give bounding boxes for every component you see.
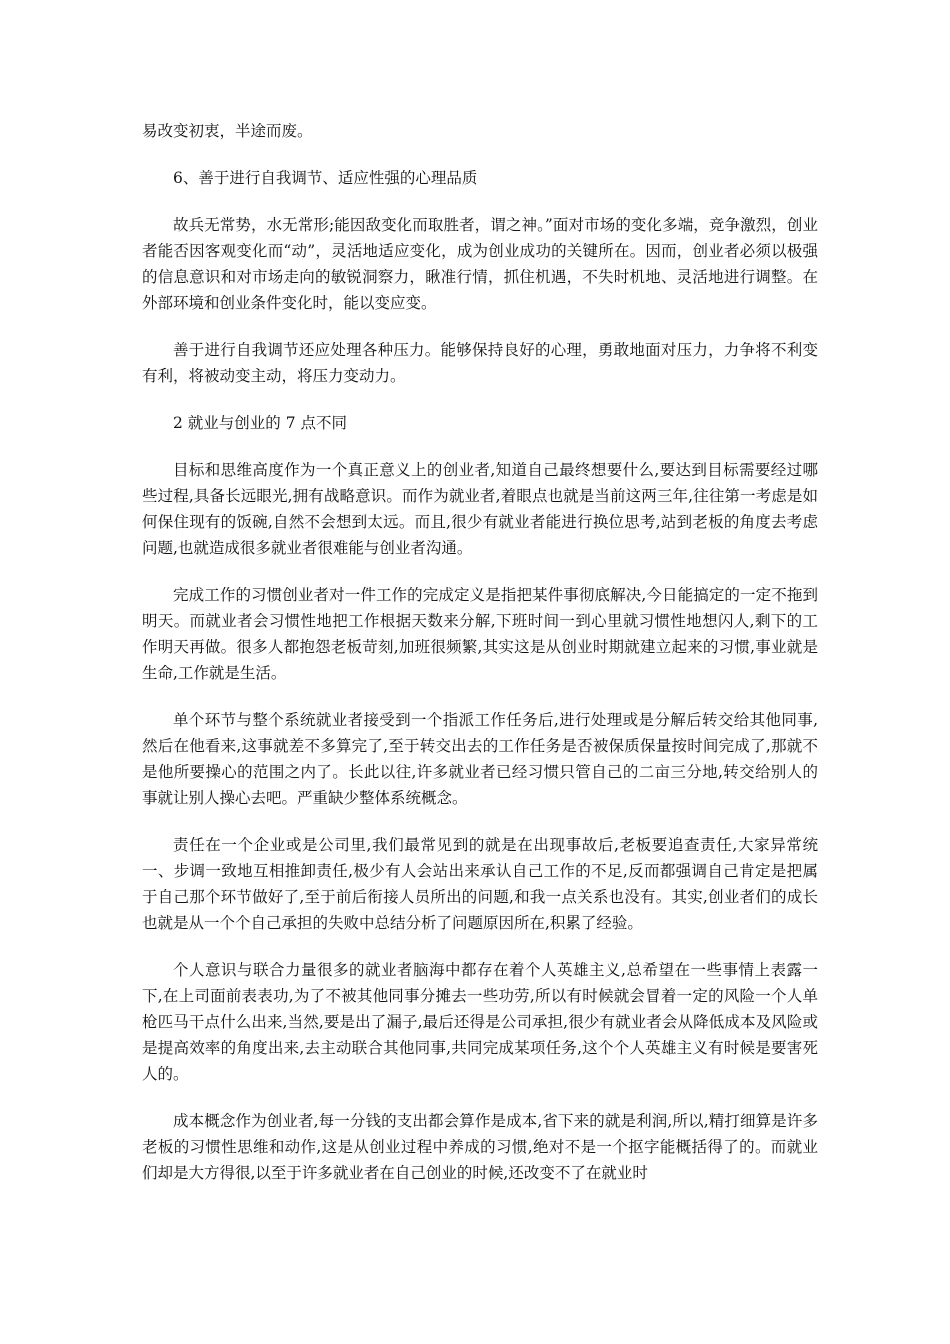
paragraph: 个人意识与联合力量很多的就业者脑海中都存在着个人英雄主义,总希望在一些事情上表露一下,在上司面前表表功,为了不被其他同事分摊去一些功劳,所以有时候就会冒着一定的风险一个人单枪匹马干点什么出来,当然,要是出了漏子,最后还得是公司承担,很少有就业者会从降低成本及风险或是提高效率的角度出来,去主动联合其他同事,共同完成某项任务,这个个人英雄主义有时候是要害死人的。 (142, 961, 818, 1083)
section-heading-2: 2 就业与创业的 7 点不同 (173, 414, 348, 432)
paragraph-continuation: 易改变初衷，半途而废。 (142, 122, 313, 140)
paragraph: 善于进行自我调节还应处理各种压力。能够保持良好的心理，勇敢地面对压力，力争将不利变有利，将被动变主动，将压力变动力。 (142, 341, 818, 385)
paragraph: 完成工作的习惯创业者对一件工作的完成定义是指把某件事彻底解决,今日能搞定的一定不拖到明天。而就业者会习惯性地把工作根据天数来分解,下班时间一到心里就习惯性地想闪人,剩下的工作明天再做。很多人都抱怨老板苛刻,加班很频繁,其实这是从创业时期就建立起来的习惯,事业就是生命,工作就是生活。 (142, 586, 818, 682)
section-heading-6: 6、善于进行自我调节、适应性强的心理品质 (173, 169, 478, 187)
paragraph: 责任在一个企业或是公司里,我们最常见到的就是在出现事故后,老板要追查责任,大家异常统一、步调一致地互相推卸责任,极少有人会站出来承认自己工作的不足,反而都强调自己肯定是把属于自己那个环节做好了,至于前后衔接人员所出的问题,和我一点关系也没有。其实,创业者们的成长也就是从一个个自己承担的失败中总结分析了问题原因所在,积累了经验。 (142, 836, 818, 932)
paragraph: 目标和思维高度作为一个真正意义上的创业者,知道自己最终想要什么,要达到目标需要经过哪些过程,具备长远眼光,拥有战略意识。而作为就业者,着眼点也就是当前这两三年,往往第一考虑是如何保住现有的饭碗,自然不会想到太远。而且,很少有就业者能进行换位思考,站到老板的角度去考虑问题,也就造成很多就业者很难能与创业者沟通。 (142, 461, 818, 557)
paragraph: 成本概念作为创业者,每一分钱的支出都会算作是成本,省下来的就是利润,所以,精打细算是许多老板的习惯性思维和动作,这是从创业过程中养成的习惯,绝对不是一个抠字能概括得了的。而就业们却是大方得很,以至于许多就业者在自己创业的时候,还改变不了在就业时 (142, 1112, 818, 1182)
paragraph: 单个环节与整个系统就业者接受到一个指派工作任务后,进行处理或是分解后转交给其他同事,然后在他看来,这事就差不多算完了,至于转交出去的工作任务是否被保质保量按时间完成了,那就不是他所要操心的范围之内了。长此以往,许多就业者已经习惯只管自己的二亩三分地,转交给别人的事就让别人操心去吧。严重缺少整体系统概念。 (142, 711, 818, 807)
paragraph: 故兵无常势，水无常形;能因敌变化而取胜者，谓之神。”面对市场的变化多端，竞争激烈，创业者能否因客观变化而“动”，灵活地适应变化，成为创业成功的关键所在。因而，创业者必须以极强的信息意识和对市场走向的敏锐洞察力，瞅准行情，抓住机遇，不失时机地、灵活地进行调整。在外部环境和创业条件变化时，能以变应变。 (142, 216, 818, 312)
document-body (142, 118, 818, 1186)
